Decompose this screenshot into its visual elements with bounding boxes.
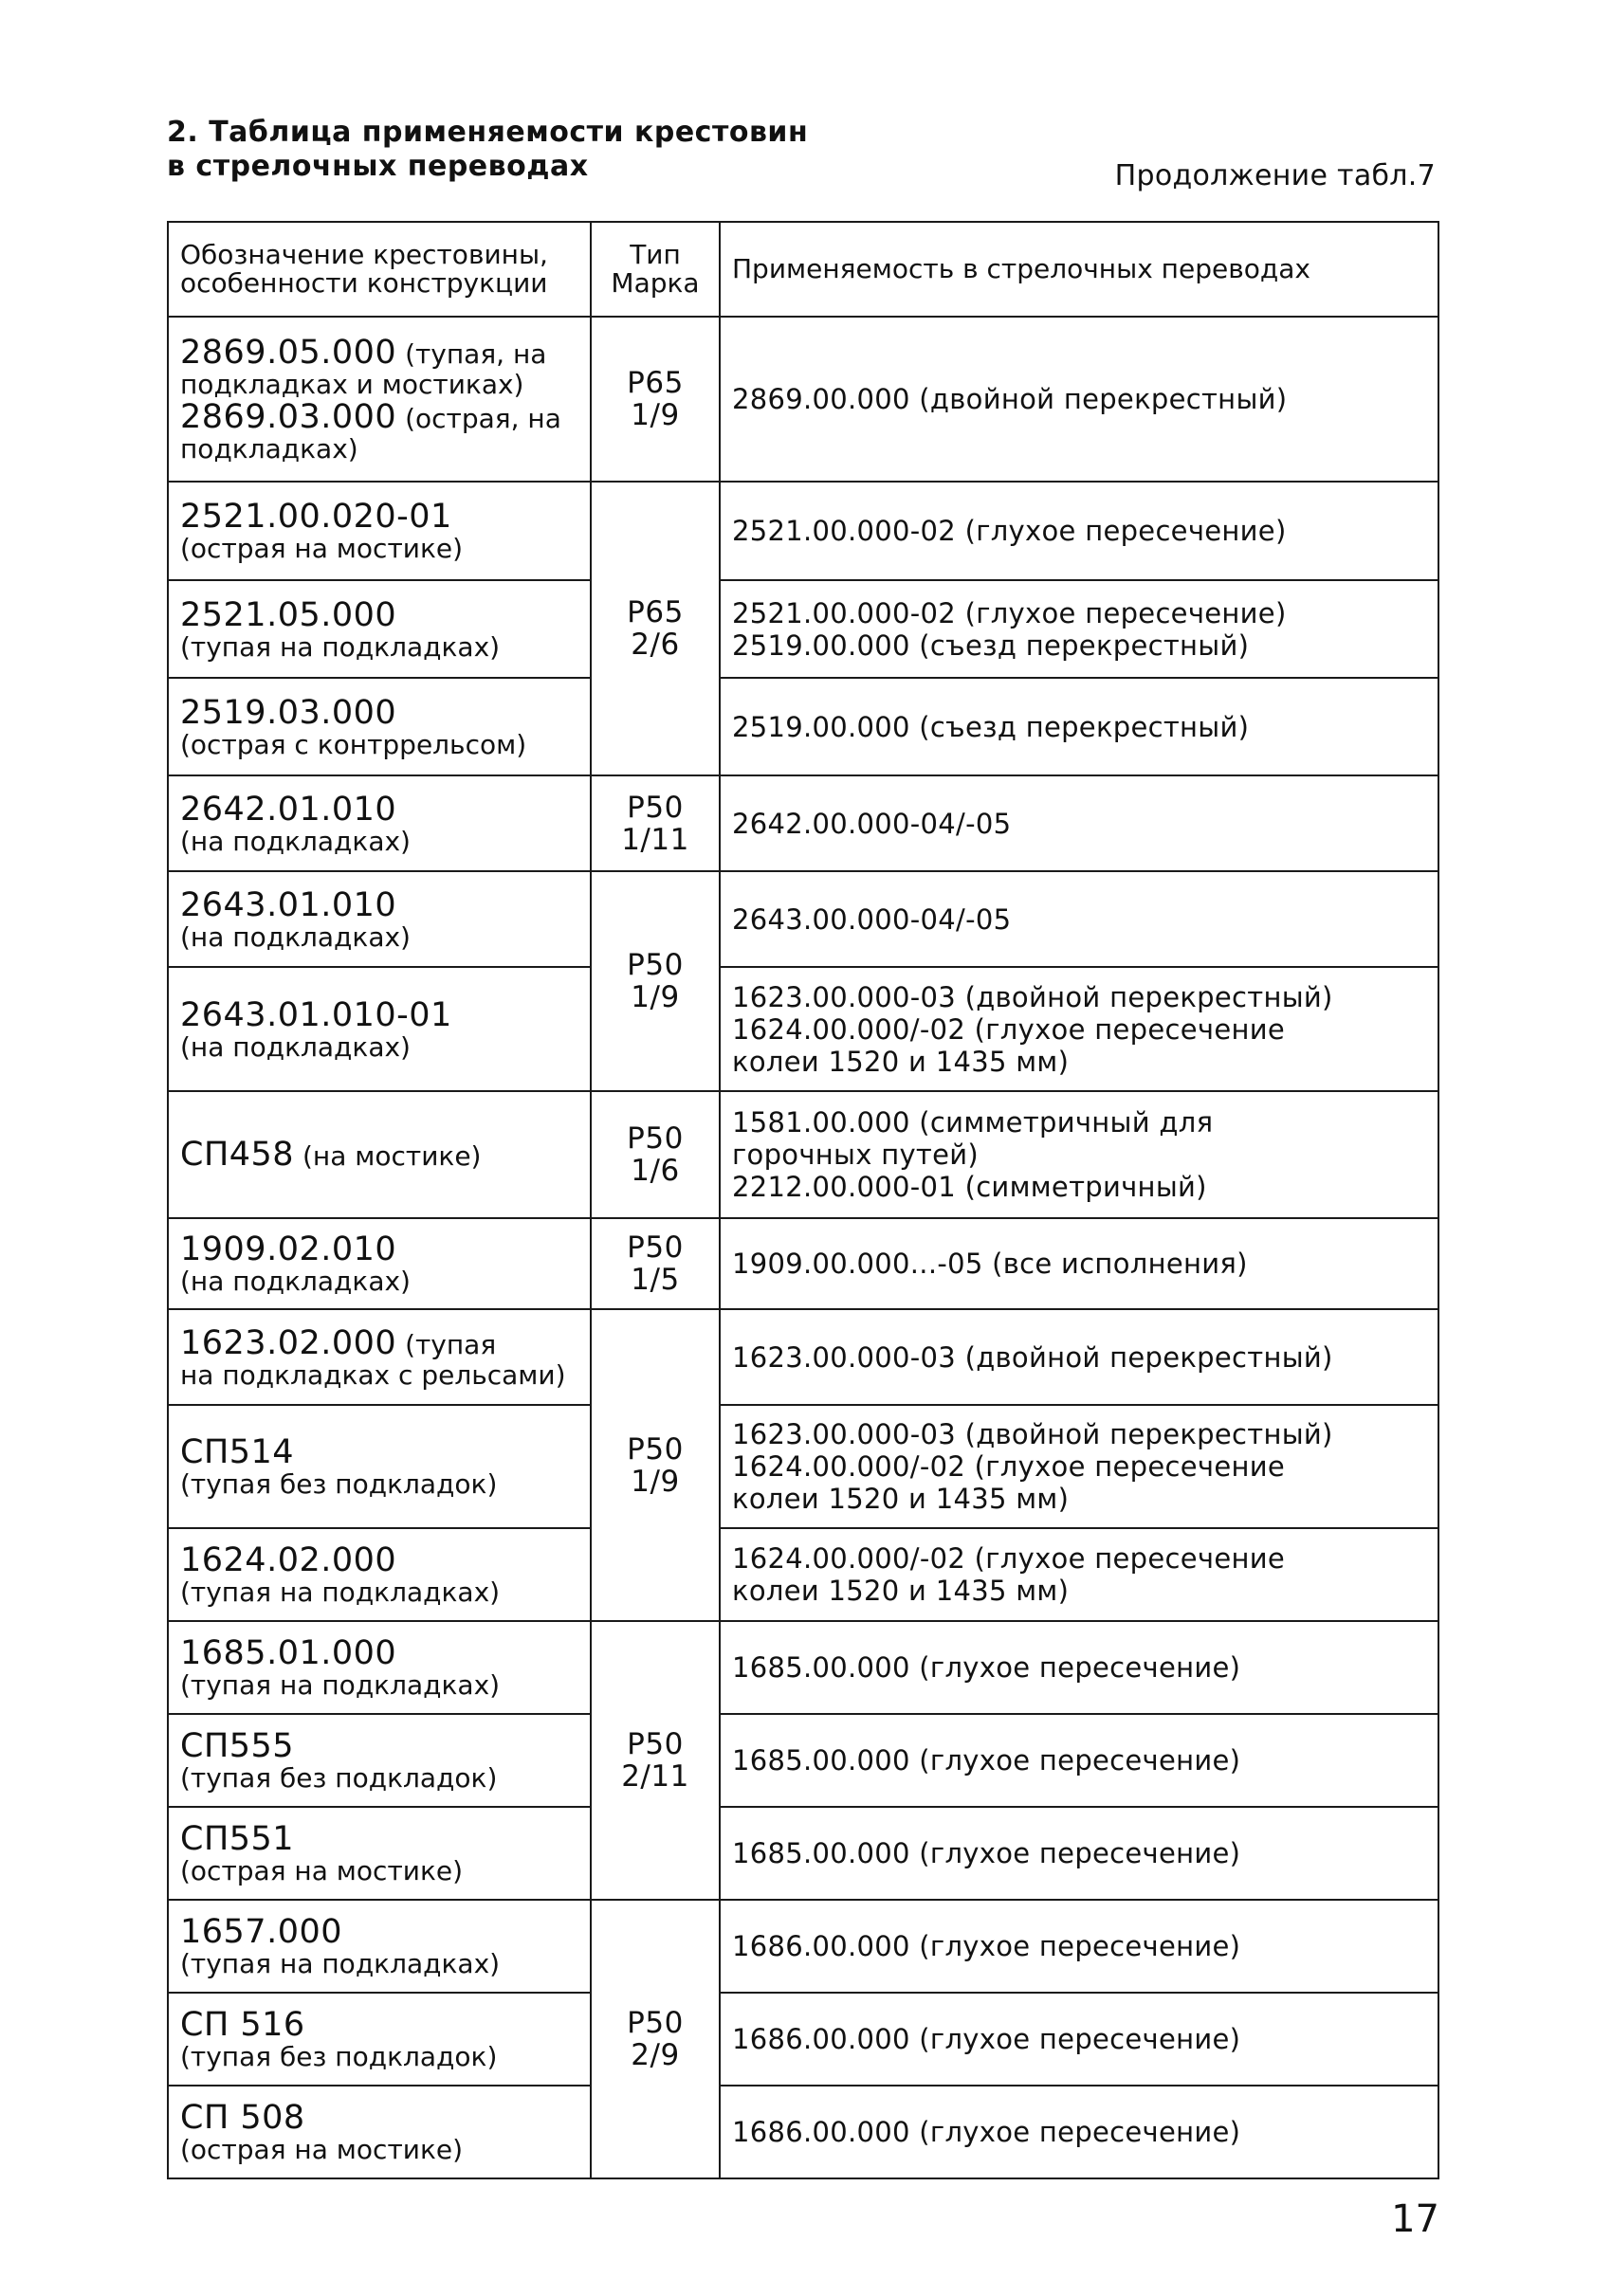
designation-cell: СП514 (тупая без подкладок) — [168, 1405, 591, 1528]
designation-cell: 1685.01.000 (тупая на подкладках) — [168, 1621, 591, 1714]
designation-cell: СП 508 (острая на мостике) — [168, 2086, 591, 2178]
designation-cell: 2521.05.000 (тупая на подкладках) — [168, 580, 591, 678]
designation-cell: 2521.00.020-01 (острая на мостике) — [168, 482, 591, 580]
applicability-cell: 1623.00.000-03 (двойной перекрестный) — [720, 1309, 1438, 1405]
table-title-line-1: 2. Таблица применяемости крестовин — [167, 116, 809, 149]
designation-cell: 1909.02.010 (на подкладках) — [168, 1218, 591, 1309]
designation-cell: СП 516 (тупая без подкладок) — [168, 1993, 591, 2086]
applicability-cell: 2642.00.000-04/-05 — [720, 775, 1438, 871]
table-row — [168, 1405, 1438, 1528]
table-row — [168, 1091, 1438, 1218]
table-row — [168, 967, 1438, 1091]
designation-cell: 2869.05.000 (тупая, на подкладках и мостиках) 2869.03.000 (острая, на подкладках) — [168, 317, 591, 482]
designation-cell: 1623.02.000 (тупая на подкладках с рельсами) — [168, 1309, 591, 1405]
table-row — [168, 1900, 1438, 1993]
designation-cell: 1657.000 (тупая на подкладках) — [168, 1900, 591, 1993]
applicability-cell: 2643.00.000-04/-05 — [720, 871, 1438, 967]
designation-cell: 1624.02.000 (тупая на подкладках) — [168, 1528, 591, 1621]
designation-cell: 2643.01.010 (на подкладках) — [168, 871, 591, 967]
table-row — [168, 775, 1438, 871]
applicability-cell: 1581.00.000 (симметричный для горочных путей) 2212.00.000-01 (симметричный) — [720, 1091, 1438, 1218]
header-applicability: Применяемость в стрелочных переводах — [720, 222, 1438, 317]
continuation-label: Продолжение табл.7 — [1114, 159, 1436, 192]
applicability-cell: 2521.00.000-02 (глухое пересечение) 2519.00.000 (съезд перекрестный) — [720, 580, 1438, 678]
applicability-cell: 1686.00.000 (глухое пересечение) — [720, 1900, 1438, 1993]
applicability-cell: 2519.00.000 (съезд перекрестный) — [720, 678, 1438, 775]
table-row — [168, 2086, 1438, 2178]
type-grade-cell: Р50 1/11 — [591, 775, 720, 871]
designation-cell: 2642.01.010 (на подкладках) — [168, 775, 591, 871]
designation-cell: 2519.03.000 (острая с контррельсом) — [168, 678, 591, 775]
table-row — [168, 580, 1438, 678]
applicability-cell: 1685.00.000 (глухое пересечение) — [720, 1621, 1438, 1714]
table-header-row — [168, 222, 1438, 317]
table-row — [168, 1621, 1438, 1714]
table-row — [168, 871, 1438, 967]
applicability-cell: 1686.00.000 (глухое пересечение) — [720, 1993, 1438, 2086]
type-grade-cell: Р50 2/11 — [591, 1621, 720, 1900]
applicability-cell: 2869.00.000 (двойной перекрестный) — [720, 317, 1438, 482]
table-row — [168, 1309, 1438, 1405]
designation-cell: 2643.01.010-01 (на подкладках) — [168, 967, 591, 1091]
applicability-cell: 1623.00.000-03 (двойной перекрестный) 1624.00.000/-02 (глухое пересечение колеи 1520 и 1435 мм) — [720, 1405, 1438, 1528]
type-grade-cell: Р50 2/9 — [591, 1900, 720, 2178]
header-type-grade: Тип Марка — [591, 222, 720, 317]
applicability-cell: 1623.00.000-03 (двойной перекрестный) 1624.00.000/-02 (глухое пересечение колеи 1520 и 1435 мм) — [720, 967, 1438, 1091]
table-row — [168, 1714, 1438, 1807]
type-grade-cell: Р50 1/9 — [591, 1309, 720, 1621]
header-designation: Обозначение крестовины, особенности конструкции — [168, 222, 591, 317]
table-row — [168, 1528, 1438, 1621]
table-row — [168, 678, 1438, 775]
table-row — [168, 317, 1438, 482]
type-grade-cell: Р65 2/6 — [591, 482, 720, 775]
designation-cell: СП555 (тупая без подкладок) — [168, 1714, 591, 1807]
table-row — [168, 1807, 1438, 1900]
type-grade-cell: Р65 1/9 — [591, 317, 720, 482]
designation-cell: СП551 (острая на мостике) — [168, 1807, 591, 1900]
type-grade-cell: Р50 1/6 — [591, 1091, 720, 1218]
applicability-cell: 2521.00.000-02 (глухое пересечение) — [720, 482, 1438, 580]
table-row — [168, 1993, 1438, 2086]
crossings-applicability-table — [167, 221, 1439, 2179]
type-grade-cell: Р50 1/9 — [591, 871, 720, 1091]
page-number: 17 — [1391, 2197, 1439, 2241]
table-row — [168, 1218, 1438, 1309]
applicability-cell: 1624.00.000/-02 (глухое пересечение колеи 1520 и 1435 мм) — [720, 1528, 1438, 1621]
table-title — [167, 116, 808, 184]
applicability-cell: 1685.00.000 (глухое пересечение) — [720, 1807, 1438, 1900]
applicability-cell: 1686.00.000 (глухое пересечение) — [720, 2086, 1438, 2178]
table-row — [168, 482, 1438, 580]
table-title-line-2: в стрелочных переводах — [167, 150, 589, 183]
applicability-cell: 1685.00.000 (глухое пересечение) — [720, 1714, 1438, 1807]
type-grade-cell: Р50 1/5 — [591, 1218, 720, 1309]
applicability-cell: 1909.00.000...-05 (все исполнения) — [720, 1218, 1438, 1309]
designation-cell: СП458 (на мостике) — [168, 1091, 591, 1218]
